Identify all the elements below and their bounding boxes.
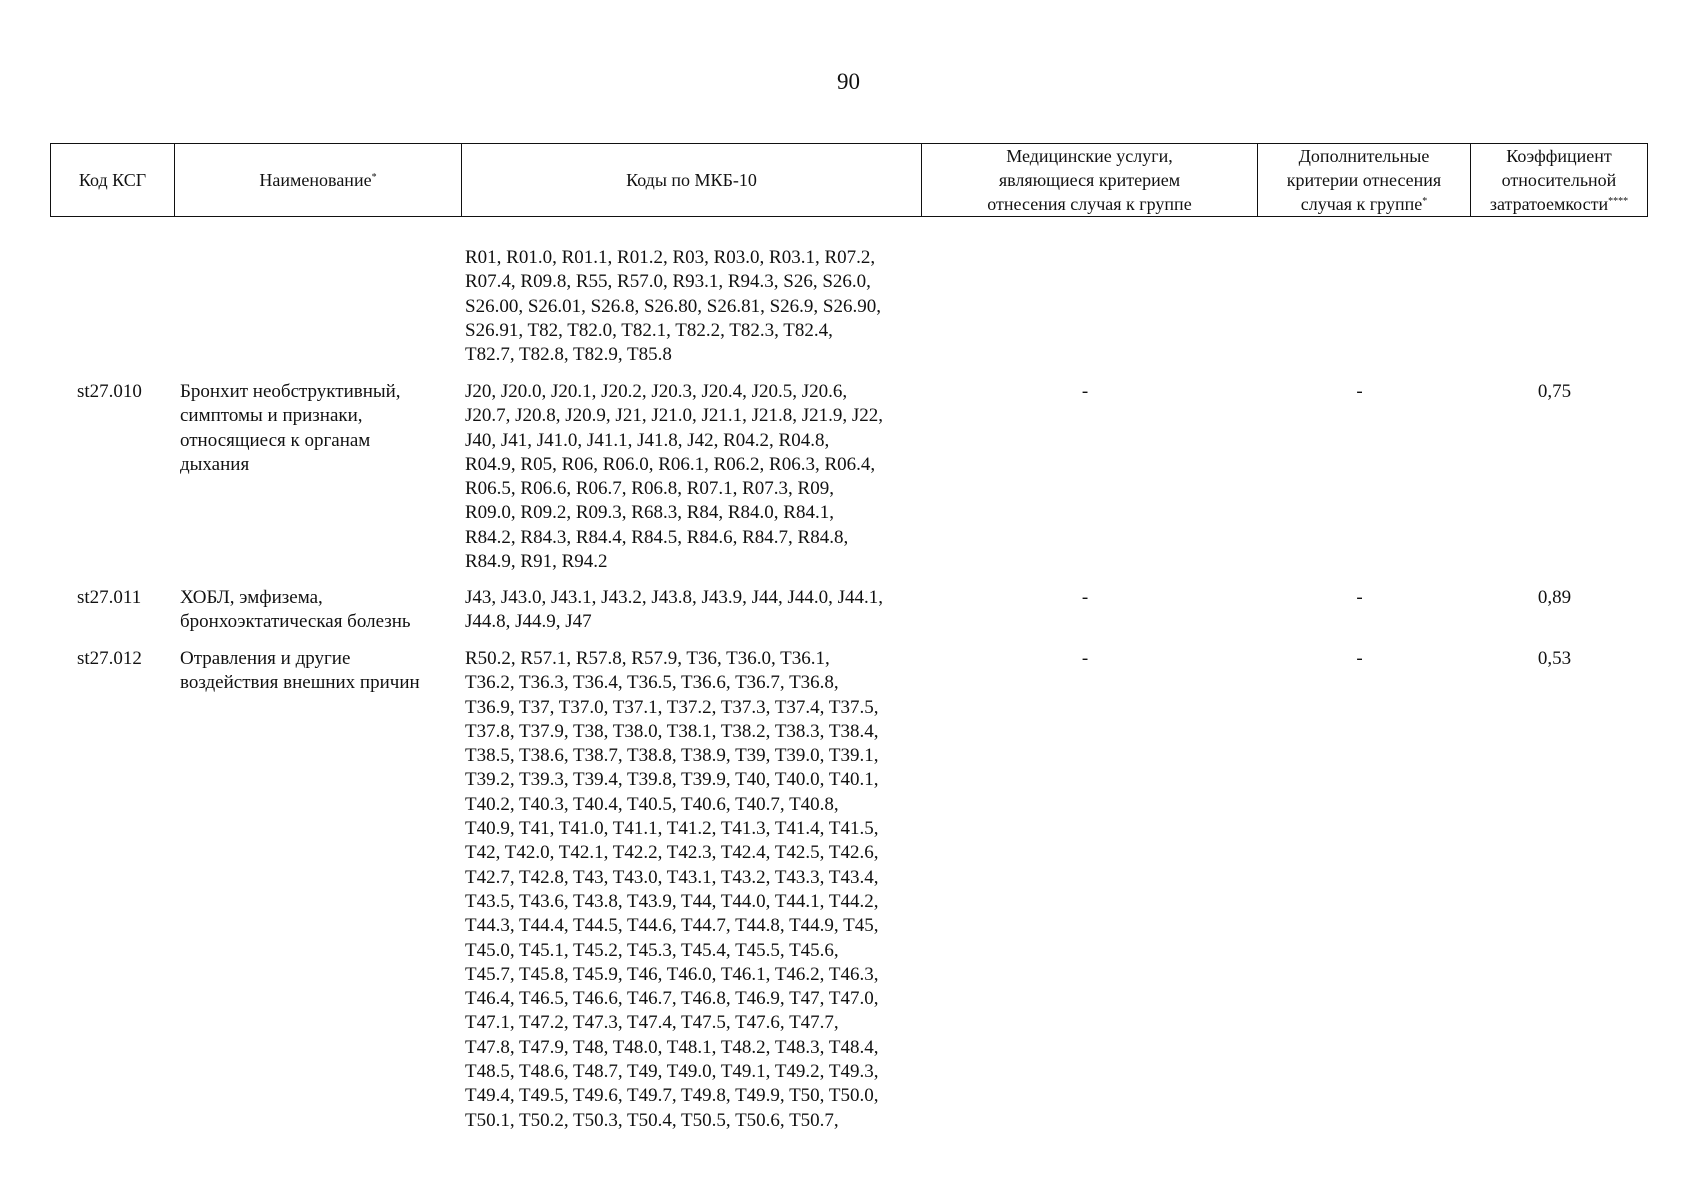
services-value: -	[1081, 381, 1089, 402]
coefficient-value: 0,89	[1537, 587, 1572, 608]
coefficient-value: 0,75	[1537, 381, 1572, 402]
header-code: Код КСГ	[51, 144, 175, 217]
ksg-name: ХОБЛ, эмфизема, бронхоэктатическая болезнь	[180, 587, 411, 633]
header-services: Медицинские услуги, являющиеся критерием отнесения случая к группе	[922, 144, 1258, 217]
additional-criteria-value: -	[1356, 587, 1363, 608]
footnote-mark: *	[1422, 196, 1428, 207]
footnote-mark: ****	[1608, 196, 1629, 207]
footnote-mark: *	[371, 172, 377, 183]
ksg-code: st27.010	[77, 381, 142, 402]
ksg-code: st27.011	[77, 587, 142, 608]
services-value: -	[1081, 648, 1089, 669]
mkb-codes: J43, J43.0, J43.1, J43.2, J43.8, J43.9, J44, J44.0, J44.1, J44.8, J44.9, J47	[465, 587, 884, 633]
additional-criteria-value: -	[1356, 381, 1363, 402]
mkb-codes: R50.2, R57.1, R57.8, R57.9, T36, T36.0, T36.1, T36.2, T36.3, T36.4, T36.5, T36.6, T36.7, T36.8, T36.9, T37, T37.0, T37.1, T37.2, T37.3, T37.4, T37.5, T37.8, T37.9, T38, T38.0, T38.1, T38.2, T38.3, T38.4, T38.5, T38.6, T38.7, T38.8, T38.9, T39, T39.0, T39.1, T39.2, T39.3, T39.4, T39.8, T39.9, T40, T40.0, T40.1, T40.2, T40.3, T40.4, T40.5, T40.6, T40.7, T40.8, T40.9, T41, T41.0, T41.1, T41.2, T41.3, T41.4, T41.5, T42, T42.0, T42.1, T42.2, T42.3, T42.4, T42.5, T42.6, T42.7, T42.8, T43, T43.0, T43.1, T43.2, T43.3, T43.4, T43.5, T43.6, T43.8, T43.9, T44, T44.0, T44.1, T44.2, T44.3, T44.4, T44.5, T44.6, T44.7, T44.8, T44.9, T45, T45.0, T45.1, T45.2, T45.3, T45.4, T45.5, T45.6, T45.7, T45.8, T45.9, T46, T46.0, T46.1, T46.2, T46.3, T46.4, T46.5, T46.6, T46.7, T46.8, T46.9, T47, T47.0, T47.1, T47.2, T47.3, T47.4, T47.5, T47.6, T47.7, T47.8, T47.9, T48, T48.0, T48.1, T48.2, T48.3, T48.4, T48.5, T48.6, T48.7, T49, T49.0, T49.1, T49.2, T49.3, T49.4, T49.5, T49.6, T49.7, T49.8, T49.9, T50, T50.0, T50.1, T50.2, T50.3, T50.4, T50.5, T50.6, T50.7,	[465, 648, 879, 1131]
header-mkb: Коды по МКБ-10	[462, 144, 922, 217]
table-header	[50, 143, 1648, 217]
mkb-codes: J20, J20.0, J20.1, J20.2, J20.3, J20.4, J20.5, J20.6, J20.7, J20.8, J20.9, J21, J21.0, J21.1, J21.8, J21.9, J22, J40, J41, J41.0, J41.1, J41.8, J42, R04.2, R04.8, R04.9, R05, R06, R06.0, R06.1, R06.2, R06.3, R06.4, R06.5, R06.6, R06.7, R06.8, R07.1, R07.3, R09, R09.0, R09.2, R09.3, R68.3, R84, R84.0, R84.1, R84.2, R84.3, R84.4, R84.5, R84.6, R84.7, R84.8, R84.9, R91, R94.2	[465, 381, 884, 573]
mkb-codes: R01, R01.0, R01.1, R01.2, R03, R03.0, R03.1, R07.2, R07.4, R09.8, R55, R57.0, R93.1, R94.3, S26, S26.0, S26.00, S26.01, S26.8, S26.80, S26.81, S26.9, S26.90, S26.91, T82, T82.0, T82.1, T82.2, T82.3, T82.4, T82.7, T82.8, T82.9, T85.8	[465, 247, 881, 366]
ksg-code: st27.012	[77, 648, 142, 669]
header-additional: Дополнительные критерии отнесения случая к группе*	[1258, 144, 1471, 217]
header-name: Наименование*	[175, 144, 462, 217]
header-coef: Коэффициент относительной затратоемкости****	[1471, 144, 1648, 217]
additional-criteria-value: -	[1356, 648, 1363, 669]
services-value: -	[1081, 587, 1089, 608]
ksg-name: Бронхит необструктивный, симптомы и признаки, относящиеся к органам дыхания	[180, 381, 401, 475]
page-number: 90	[837, 69, 860, 94]
ksg-name: Отравления и другие воздействия внешних причин	[180, 648, 420, 694]
coefficient-value: 0,53	[1537, 648, 1572, 669]
